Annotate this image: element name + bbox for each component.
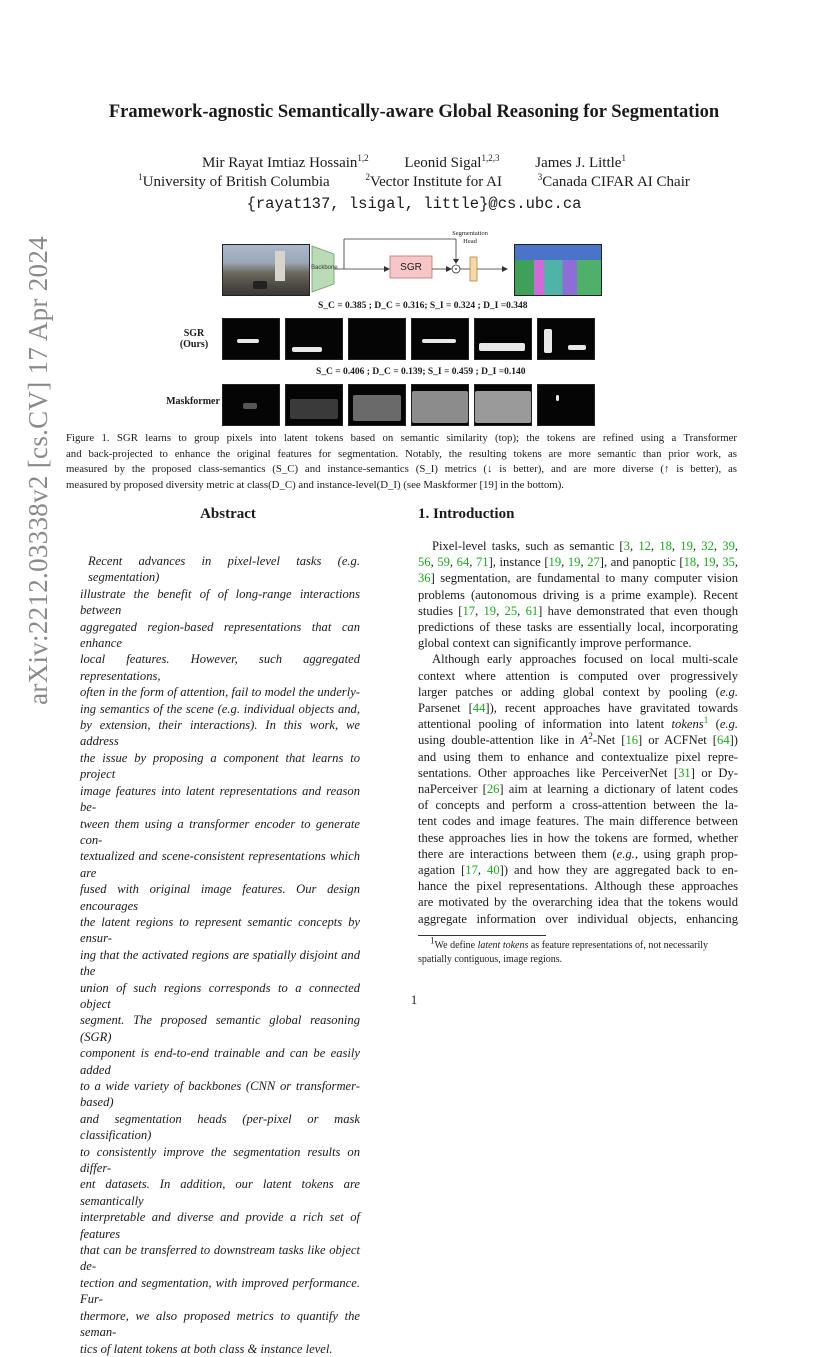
head-label: [440, 230, 500, 246]
footnote-line-1: $^1$We define latent tokens as feature representations of, not necessarily: [430, 935, 709, 951]
caption-line: Figure 1. SGR learns to group pixels into latent tokens based on semantic similarity (top); the tokens are refined using a Transformer: [66, 432, 737, 444]
intro-line: are motivated by the overarching idea that the tokens would: [418, 895, 738, 910]
head-label-line-1: Segmentation: [452, 230, 488, 237]
maskformer-token-map: [222, 384, 280, 426]
intro-line: sentations. Other approaches like PerceiverNet [31] or Dy-: [418, 765, 738, 780]
abstract-line: by extension, their interactions). In this work, we address: [80, 718, 360, 749]
abstract-line: segment. The proposed semantic global reasoning (SGR): [80, 1013, 360, 1044]
affiliation-3: $^3$Canada CIFAR AI Chair: [537, 172, 690, 190]
intro-line: agation [17, 40]) and how they are aggregated back to en-: [418, 863, 738, 878]
abstract-line: ent datasets. In addition, our latent tokens are semantically: [80, 1177, 360, 1208]
maskformer-token-map: [411, 384, 469, 426]
author-list: [0, 153, 828, 173]
introduction-heading: 1. Introduction: [418, 506, 515, 522]
abstract-line: image features into latent representations and reason be-: [80, 783, 360, 815]
intro-line: global context can significantly improve performance.: [418, 636, 692, 651]
abstract-line: tection and segmentation, with improved performance. Fur-: [80, 1275, 360, 1307]
abstract-line: textualized and scene-consistent representations which are: [80, 849, 360, 880]
intro-line: these approaches lies in how the tokens are formed, whether: [418, 830, 738, 845]
caption-line: measured by proposed diversity metric at class(D_C) and instance-level(D_I) (see Maskformer [19] in the bottom).: [66, 478, 565, 491]
intro-line: studies [17, 19, 25, 61] have demonstrated that even though: [418, 603, 739, 618]
abstract-line: union of such regions corresponds to a connected object: [80, 980, 360, 1011]
intro-line: tent codes and image features. The main difference between: [418, 814, 738, 829]
abstract-line: thermore, we also proposed metrics to quantify the seman-: [80, 1308, 360, 1340]
intro-line: Pixel-level tasks, such as semantic [3, 12, 18, 19, 32, 39,: [432, 539, 739, 553]
abstract-line: often in the form of attention, fail to model the underly-: [80, 685, 360, 700]
sgr-label: SGR: [400, 262, 422, 273]
intro-line: 56, 59, 64, 71], instance [19, 19, 27], and panoptic [18, 19, 35,: [418, 555, 739, 570]
intro-line: Although early approaches focused on local multi-scale: [432, 652, 738, 667]
intro-line: problems (autonomous driving is a prime example). Recent: [418, 587, 738, 602]
figure-1: [222, 224, 602, 424]
sgr-token-map: [348, 318, 406, 360]
abstract-line: tween them using a transformer encoder to generate con-: [80, 816, 360, 847]
sgr-token-map: [411, 318, 469, 360]
input-image: [222, 244, 310, 296]
intro-line: predictions of these tasks are essentially local, incorporating: [418, 620, 738, 635]
intro-line: larger patches or adding global context by pooling (e.g.: [418, 684, 738, 699]
author-emails: {rayat137, lsigal, little}@cs.ubc.ca: [246, 195, 582, 213]
head-label-line-2: Head: [463, 238, 477, 245]
arxiv-stamp-text: arXiv:2212.03338v2 [cs.CV] 17 Apr 2024: [22, 235, 53, 705]
sgr-token-map: [474, 318, 532, 360]
page-number: 1: [410, 993, 418, 1007]
intro-line: context where attention is computed over progressively: [418, 668, 738, 683]
maskformer-token-map: [474, 384, 532, 426]
abstract-line: the latent regions to represent semantic concepts by ensur-: [80, 914, 360, 946]
intro-line: of concepts and perform a cross-attention between the la-: [418, 798, 738, 813]
output-segmentation: [514, 244, 602, 296]
intro-line: there are interactions between them (e.g., using graph prop-: [418, 846, 738, 861]
abstract-line: the issue by proposing a component that learns to project: [80, 750, 360, 782]
row-label-sgr-line-1: SGR: [183, 328, 205, 339]
author-1: Mir Rayat Imtiaz Hossain$^{1,2}$: [202, 153, 369, 171]
affiliation-list: [0, 174, 828, 191]
intro-line: using double-attention like in $A^2$-Net [16] or ACFNet [64]): [418, 731, 738, 748]
row-label-sgr: [168, 328, 220, 350]
abstract-line: component is end-to-end trainable and can be easily added: [80, 1046, 360, 1077]
maskformer-token-row: [222, 384, 602, 424]
backbone-label: Backbone: [311, 265, 338, 271]
metrics-sgr: S_C = 0.385 ; D_C = 0.316; S_I = 0.324 ; D_I =0.348: [318, 301, 528, 311]
caption-line: measured by the proposed class-semantics (S_C) and instance-semantics (S_I) metrics (↓ is better), and are more diverse (↑ is better), as: [66, 463, 737, 476]
abstract-line: to consistently improve the segmentation results on differ-: [80, 1144, 360, 1176]
sgr-token-row: [222, 318, 602, 358]
abstract-line: aggregated region-based representations that can enhance: [80, 619, 360, 651]
abstract-line: ing semantics of the scene (e.g. individual objects and,: [80, 701, 360, 716]
affiliation-1: $^1$University of British Columbia: [138, 172, 330, 190]
introduction-body: [418, 538, 738, 927]
maskformer-token-map: [348, 384, 406, 426]
intro-line: hance the pixel representations. Although these approaches: [418, 879, 738, 894]
abstract-body: [80, 553, 360, 1357]
abstract-heading: Abstract: [200, 506, 256, 522]
abstract-line: that can be transferred to downstream tasks like object de-: [80, 1243, 360, 1274]
sgr-token-map: [222, 318, 280, 360]
paper-title: Framework-agnostic Semantically-aware Global Reasoning for Segmentation: [108, 102, 720, 122]
intro-line: attentional pooling of information into latent tokens$^1$ (e.g.: [418, 715, 738, 732]
abstract-line: fused with original image features. Our design encourages: [80, 882, 360, 913]
row-label-sgr-line-2: (Ours): [179, 339, 209, 350]
abstract-line: ing that the activated regions are spatially disjoint and the: [80, 947, 360, 979]
arxiv-side-stamp: [18, 235, 58, 705]
footnote: [418, 935, 738, 967]
intro-line: aggregate information over individual objects, enhancing: [418, 911, 738, 926]
caption-line: and back-projected to enhance the original features for segmentation. Notably, the resulting tokens are more semantic than prior work, as: [66, 447, 737, 460]
maskformer-token-map: [285, 384, 343, 426]
sgr-token-map: [537, 318, 595, 360]
footnote-line-2: spatially contiguous, image regions.: [418, 954, 563, 965]
intro-line: 36] segmentation, are fundamental to many computer vision: [418, 571, 738, 586]
metrics-maskformer: S_C = 0.406 ; D_C = 0.139; S_I = 0.459 ; D_I =0.140: [316, 367, 526, 377]
maskformer-token-map: [537, 384, 595, 426]
abstract-line: and segmentation heads (per-pixel or mask classification): [80, 1111, 360, 1143]
abstract-line: interpretable and diverse and provide a rich set of features: [80, 1210, 360, 1241]
intro-line: Parsenet [44]), recent approaches have gravitated towards: [418, 701, 738, 716]
abstract-line: illustrate the benefit of of long-range interactions between: [80, 586, 360, 618]
author-3: James J. Little$^1$: [535, 153, 626, 171]
sgr-token-map: [285, 318, 343, 360]
abstract-line: Recent advances in pixel-level tasks (e.g. segmentation): [88, 554, 360, 585]
intro-line: and using them to enhance and contextualize pixel repre-: [418, 749, 738, 764]
row-label-maskformer: Maskformer: [166, 396, 220, 407]
author-2: Leonid Sigal$^{1,2,3}$: [404, 153, 500, 171]
abstract-line: tics of latent tokens at both class & instance level.: [80, 1341, 333, 1356]
affiliation-2: $^2$Vector Institute for AI: [365, 172, 502, 190]
abstract-line: local features. However, such aggregated representations,: [80, 652, 360, 683]
footnote-rule: [418, 935, 546, 936]
intro-line: naPerceiver [26] aim at learning a dictionary of latent codes: [418, 782, 739, 797]
abstract-line: to a wide variety of backbones (CNN or transformer-based): [80, 1079, 360, 1110]
segmentation-head-block: [470, 257, 477, 281]
figure-caption: [66, 431, 737, 493]
